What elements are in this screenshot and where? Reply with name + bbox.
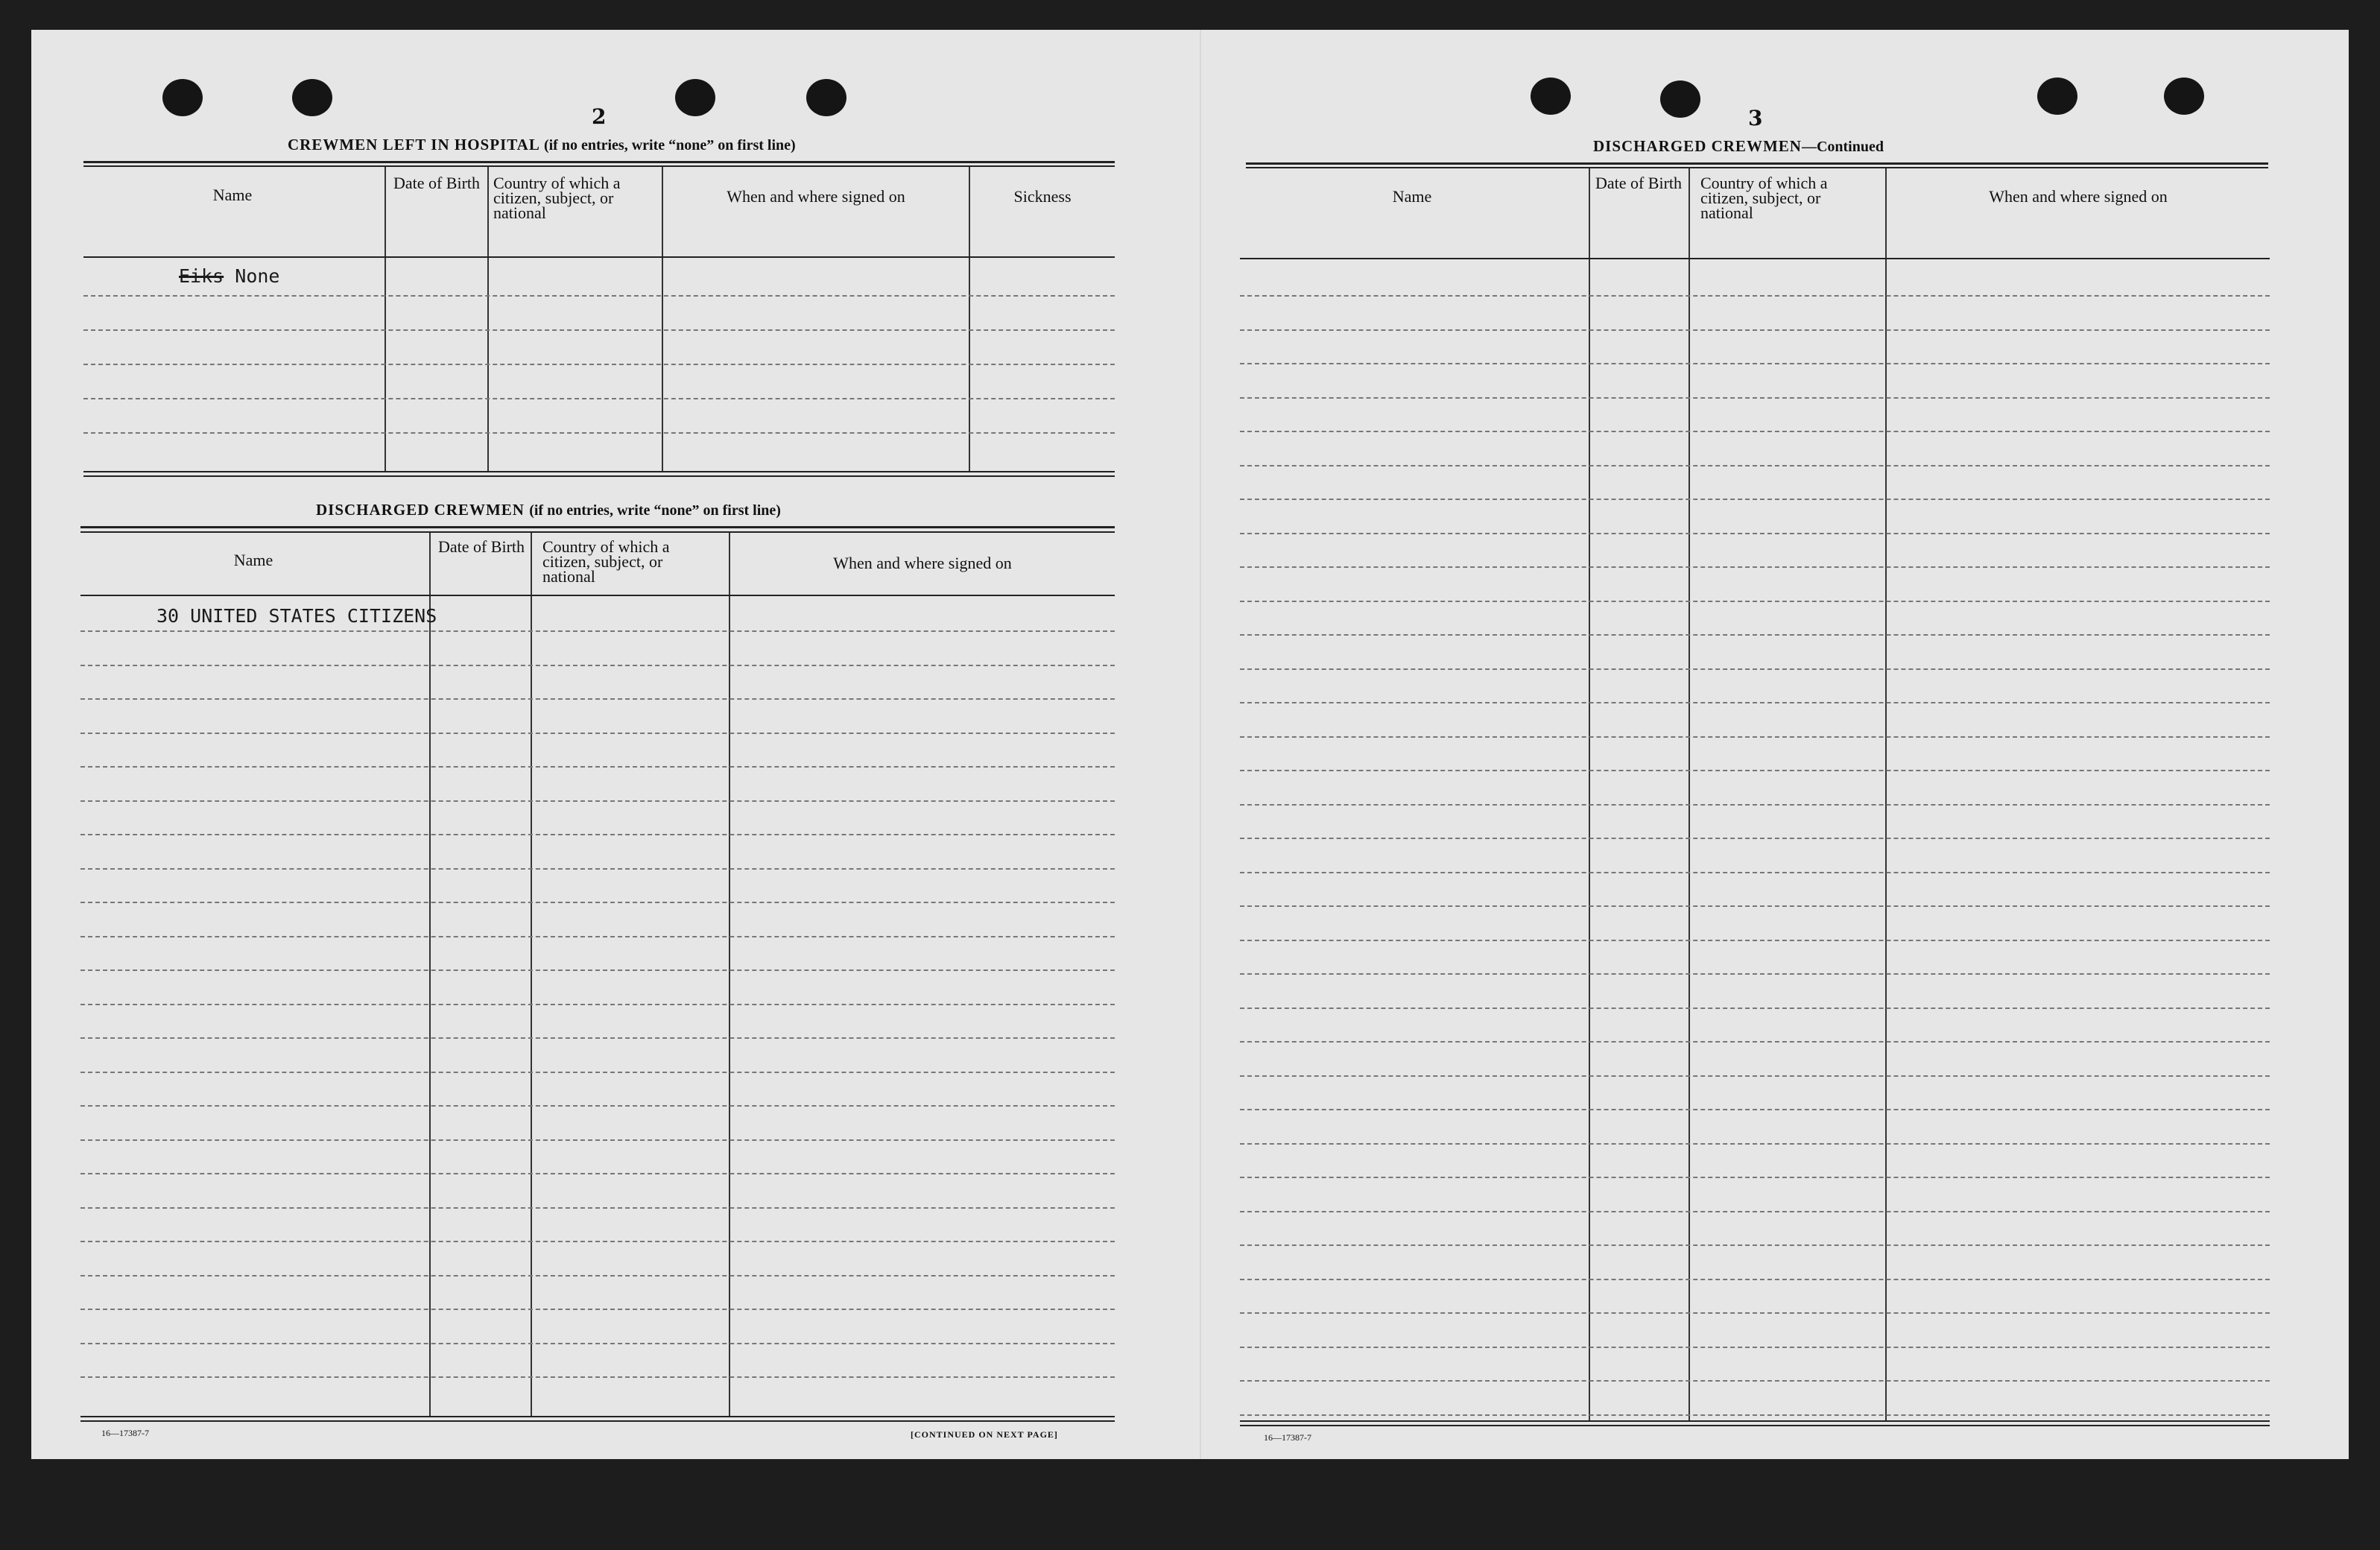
col-header-dob: Date of Birth xyxy=(437,537,525,556)
entry-line xyxy=(83,329,1115,331)
title-text: DISCHARGED CREWMEN xyxy=(1593,137,1802,155)
entry-none: None xyxy=(235,265,280,287)
discharged-continued-title xyxy=(1593,137,1884,156)
entry-line xyxy=(1240,1143,2270,1145)
entry-line xyxy=(80,698,1115,700)
discharged-title-note: (if no entries, write “none” on first line) xyxy=(529,502,781,519)
entry-line xyxy=(80,1173,1115,1174)
continued-note: [CONTINUED ON NEXT PAGE] xyxy=(911,1429,1058,1440)
section-bottom-rule xyxy=(1240,1425,2270,1426)
entry-line xyxy=(80,969,1115,971)
page-number: 3 xyxy=(1748,106,1763,130)
top-rule xyxy=(1246,167,2268,168)
page-number: 2 xyxy=(592,104,607,129)
entry-line xyxy=(80,733,1115,734)
entry-line xyxy=(1240,1380,2270,1382)
top-rule xyxy=(80,526,1115,528)
entry-line xyxy=(1240,1008,2270,1009)
form-code: 16—17387-7 xyxy=(1264,1432,1311,1443)
entry-line xyxy=(83,364,1115,365)
entry-line xyxy=(1240,1211,2270,1212)
col-header-signed-on: When and where signed on xyxy=(727,187,905,206)
col-header-dob: Date of Birth xyxy=(393,174,481,192)
column-divider xyxy=(487,167,489,471)
top-rule xyxy=(80,531,1115,533)
entry-line xyxy=(1240,668,2270,670)
column-divider xyxy=(662,167,663,471)
entry-line xyxy=(80,1004,1115,1005)
punch-hole xyxy=(1531,78,1571,115)
col-header-signed-on: When and where signed on xyxy=(833,554,1012,572)
column-divider xyxy=(1885,168,1887,1420)
punch-hole xyxy=(162,79,203,116)
entry-line xyxy=(80,902,1115,903)
entry-line xyxy=(80,1105,1115,1107)
entry-line xyxy=(1240,566,2270,568)
struck-entry: Eiks xyxy=(179,265,224,287)
section-bottom-rule xyxy=(83,471,1115,472)
entry-line xyxy=(1240,1075,2270,1077)
entry-line xyxy=(1240,804,2270,806)
entry-line xyxy=(80,868,1115,870)
col-header-name: Name xyxy=(233,551,273,569)
entry-line xyxy=(80,1343,1115,1344)
column-divider xyxy=(969,167,970,471)
top-rule xyxy=(83,161,1115,163)
punch-hole xyxy=(292,79,332,116)
section-bottom-rule xyxy=(1240,1420,2270,1422)
entry-line xyxy=(1240,499,2270,500)
entry-line xyxy=(1240,702,2270,703)
column-divider xyxy=(384,167,386,471)
entry-line xyxy=(1240,465,2270,466)
entry-line xyxy=(1240,329,2270,331)
punch-hole xyxy=(806,79,846,116)
entry-line xyxy=(1240,601,2270,602)
entry-line xyxy=(83,398,1115,399)
entry-line xyxy=(80,1207,1115,1209)
entry-line xyxy=(1240,736,2270,738)
entry-line xyxy=(80,936,1115,937)
entry-line xyxy=(1240,1041,2270,1043)
entry-line xyxy=(1240,1244,2270,1246)
entry-line xyxy=(1240,905,2270,907)
entry-line xyxy=(1240,295,2270,297)
right-page xyxy=(1201,30,2349,1459)
entry-line xyxy=(1240,397,2270,399)
left-page xyxy=(0,30,1200,1459)
entry-line xyxy=(83,295,1115,297)
entry-line xyxy=(1240,533,2270,534)
section-bottom-rule xyxy=(83,475,1115,477)
header-underline xyxy=(1240,258,2270,259)
header-underline xyxy=(80,595,1115,596)
column-divider xyxy=(1589,168,1590,1420)
form-code: 16—17387-7 xyxy=(101,1428,149,1438)
entry-line xyxy=(80,630,1115,632)
discharged-section-title xyxy=(316,501,781,519)
entry-line xyxy=(1240,363,2270,364)
entry-line xyxy=(80,1072,1115,1073)
header-underline xyxy=(83,256,1115,258)
entry-line xyxy=(1240,770,2270,771)
punch-hole xyxy=(1660,80,1700,118)
entry-line xyxy=(83,432,1115,434)
entry-line xyxy=(1240,1312,2270,1314)
entry-line xyxy=(80,1241,1115,1242)
col-header-country: Country of which a citizen, subject, or national xyxy=(542,537,670,586)
punch-hole xyxy=(675,79,715,116)
entry-line xyxy=(80,665,1115,666)
col-header-name: Name xyxy=(212,186,253,204)
entry-line xyxy=(1240,1414,2270,1416)
entry-line xyxy=(80,1275,1115,1277)
entry-line xyxy=(1240,838,2270,839)
discharged-entry: 30 UNITED STATES CITIZENS xyxy=(156,605,437,627)
punch-hole xyxy=(2037,78,2077,115)
entry-line xyxy=(1240,973,2270,975)
col-header-country: Country of which a citizen, subject, or national xyxy=(493,174,621,222)
col-header-name: Name xyxy=(1392,187,1432,206)
title-continued: —Continued xyxy=(1801,139,1884,155)
section-bottom-rule xyxy=(80,1416,1115,1417)
entry-line xyxy=(1240,1347,2270,1348)
entry-line xyxy=(80,1376,1115,1378)
entry-line xyxy=(80,800,1115,802)
entry-line xyxy=(1240,634,2270,636)
hospital-entry xyxy=(179,265,280,287)
entry-line xyxy=(1240,1177,2270,1178)
col-header-sickness: Sickness xyxy=(1013,187,1072,206)
entry-line xyxy=(80,1309,1115,1310)
col-header-dob: Date of Birth xyxy=(1595,174,1683,192)
col-header-signed-on: When and where signed on xyxy=(1989,187,2168,206)
section-bottom-rule xyxy=(80,1420,1115,1422)
hospital-title-text: CREWMEN LEFT IN HOSPITAL xyxy=(288,136,539,154)
col-header-country: Country of which a citizen, subject, or national xyxy=(1700,174,1828,222)
discharged-title-text: DISCHARGED CREWMEN xyxy=(316,501,525,519)
entry-line xyxy=(1240,1279,2270,1280)
entry-line xyxy=(80,766,1115,768)
entry-line xyxy=(1240,872,2270,873)
entry-line xyxy=(1240,940,2270,941)
hospital-title-note: (if no entries, write “none” on first line) xyxy=(543,137,796,154)
column-divider xyxy=(1689,168,1690,1420)
entry-line xyxy=(1240,1109,2270,1110)
hospital-section-title xyxy=(288,136,796,154)
entry-line xyxy=(80,1037,1115,1039)
punch-hole xyxy=(2164,78,2204,115)
entry-line xyxy=(1240,431,2270,432)
entry-line xyxy=(80,834,1115,835)
top-rule xyxy=(83,165,1115,167)
top-rule xyxy=(1246,162,2268,165)
entry-line xyxy=(80,1139,1115,1141)
